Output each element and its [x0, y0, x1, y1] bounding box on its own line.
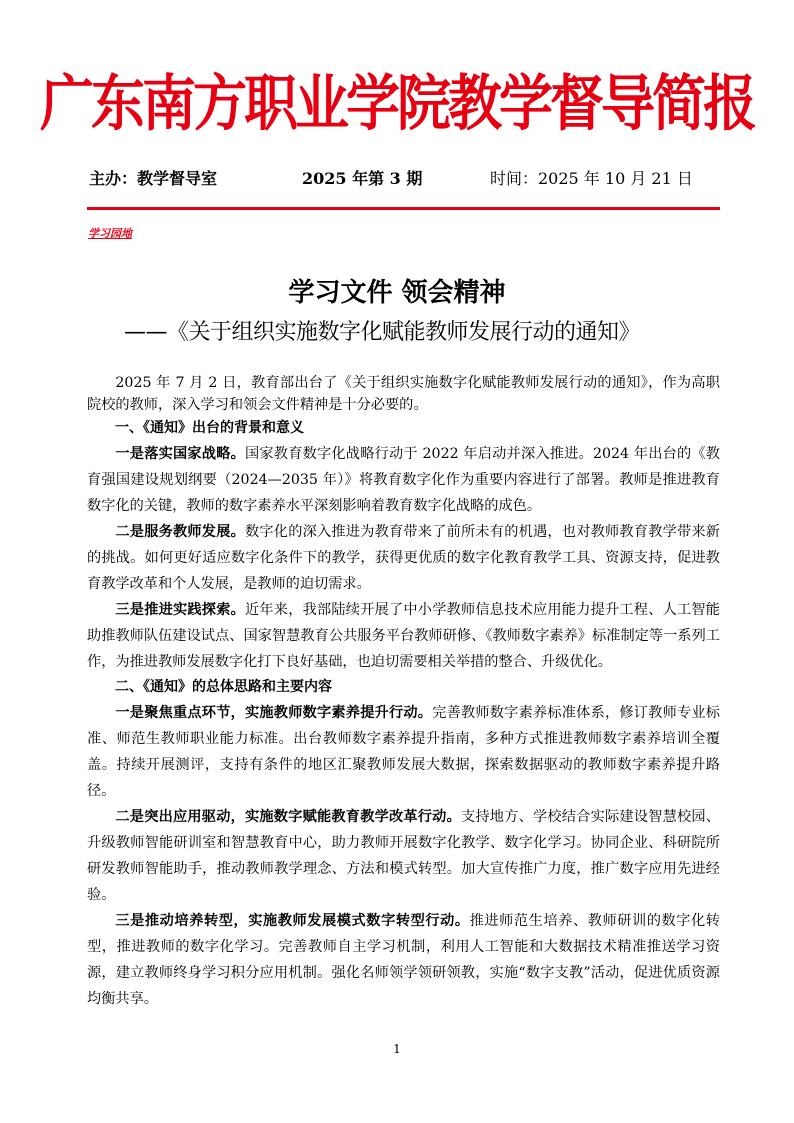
article-title: 学习文件 领会精神: [288, 278, 506, 308]
paragraph-text: 支持地方、学校结合实际建设智慧校园、升级教师智能研训室和智慧教育中心，助力教师开展数字化教学、数字化学习。协同企业、科研院所研发教师智能助手，推动教师教学理念、方法和模式转型。加大宣传推广力度，推广数字应用先进经验。: [87, 809, 720, 903]
paragraph: [87, 908, 720, 1012]
paragraph-text: 近年来，我部陆续开展了中小学教师信息技术应用能力提升工程、人工智能助推教师队伍建设试点、国家智慧教育公共服务平台教师研修、《教师数字素养》标准制定等一系列工作，为推进教师发展数字化打下良好基础，也迫切需要相关举措的整合、升级优化。: [87, 602, 720, 670]
paragraph: [87, 519, 720, 597]
paragraph: [87, 597, 720, 675]
host-info: 主办：教学督导室: [89, 169, 218, 188]
article-body: [87, 372, 720, 1012]
section-tag: 学习园地: [88, 227, 132, 240]
paragraph-lead: 二是突出应用驱动，实施数字赋能教育教学改革行动。: [115, 809, 461, 825]
paragraph-lead: 三是推进实践探索。: [115, 602, 245, 618]
paragraph-text: 完善教师数字素养标准体系，修订教师专业标准、师范生教师职业能力标准。出台教师数字素养提升指南，多种方式推进教师数字素养培训全覆盖。持续开展测评，支持有条件的地区汇聚教师发展大数据，探索数据驱动的教师数字素养提升路径。: [87, 705, 720, 799]
paragraph-lead: 三是推动培养转型，实施教师发展模式数字转型行动。: [115, 913, 470, 929]
paragraph-lead: 一是落实国家战略。: [115, 446, 245, 462]
article-subtitle: ——《关于组织实施数字化赋能教师发展行动的通知》: [124, 320, 641, 345]
issue-number: 2025 年第 3 期: [302, 169, 423, 188]
page-number: 1: [393, 1042, 401, 1056]
masthead-title: 广东南方职业学院教学督导简报: [40, 68, 754, 139]
paragraph-text: 国家教育数字化战略行动于 2022 年启动并深入推进。2024 年出台的《教育强国建设规划纲要（2024—2035 年）》将教育数字化作为重要内容进行了部署。教师是推进教育数字化的关键，教师的数字素养水平深刻影响着教育数字化战略的成色。: [87, 446, 720, 514]
paragraph-lead: 二是服务教师发展。: [115, 524, 245, 540]
paragraph-text: 数字化的深入推进为教育带来了前所未有的机遇，也对教师教育教学带来新的挑战。如何更好适应数字化条件下的教学，获得更优质的数字化教育教学工具、资源支持，促进教育教学改革和个人发展，是教师的迫切需求。: [87, 524, 720, 592]
header-divider: [87, 207, 720, 210]
paragraph-lead: 一是聚焦重点环节，实施教师数字素养提升行动。: [115, 705, 433, 721]
paragraph-text: 推进师范生培养、教师研训的数字化转型，推进教师的数字化学习。完善教师自主学习机制，利用人工智能和大数据技术精准推送学习资源，建立教师终身学习积分应用机制。强化名师领学领研领教，实施“数字支教”活动，促进优质资源均衡共享。: [87, 913, 720, 1007]
paragraph: [87, 700, 720, 804]
intro-paragraph: 2025 年 7 月 2 日，教育部出台了《关于组织实施数字化赋能教师发展行动的通知》，作为高职院校的教师，深入学习和领会文件精神是十分必要的。: [87, 375, 720, 413]
paragraph: [87, 441, 720, 519]
publish-date: 时间：2025 年 10 月 21 日: [490, 169, 693, 188]
section-heading: 一、《通知》出台的背景和意义: [115, 420, 304, 436]
paragraph: [87, 804, 720, 908]
section-heading: 二、《通知》的总体思路和主要内容: [115, 679, 332, 695]
